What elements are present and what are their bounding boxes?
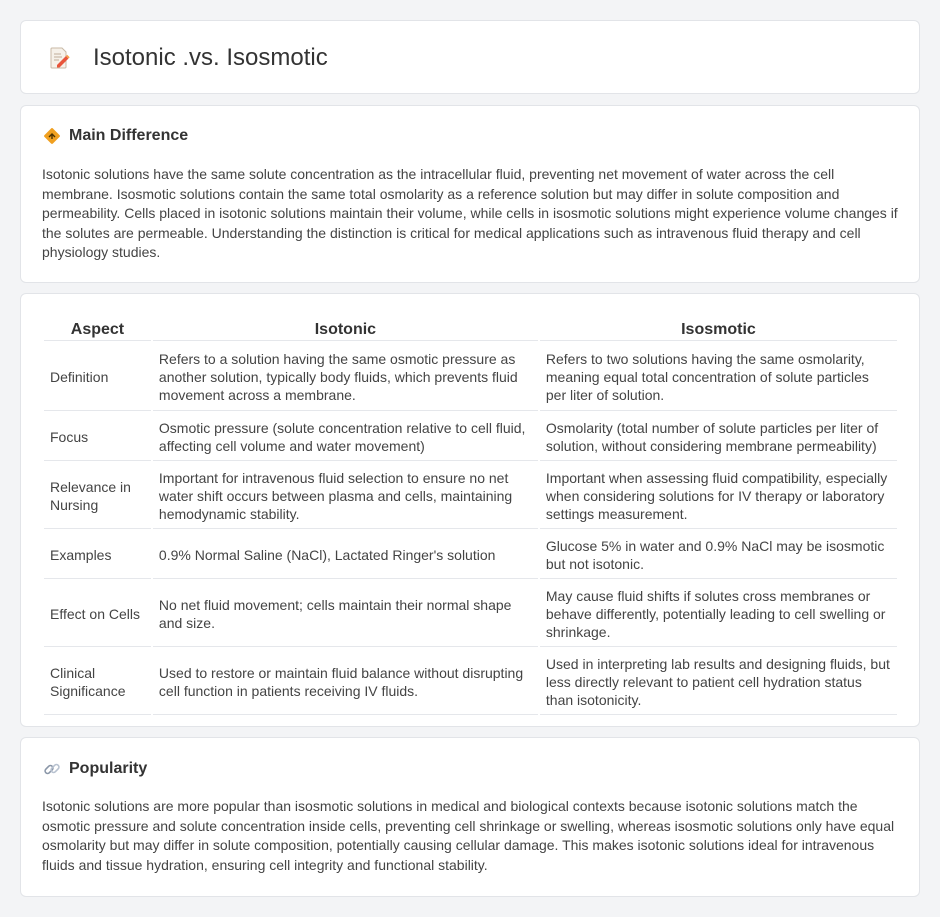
isotonic-cell: No net fluid movement; cells maintain their normal shape and size. — [153, 581, 538, 647]
isosmotic-cell: Refers to two solutions having the same osmolarity, meaning equal total concentration of solute particles per liter of solution. — [540, 343, 897, 411]
isotonic-cell: Osmotic pressure (solute concentration relative to cell fluid, affecting cell volume and water movement) — [153, 413, 538, 461]
main-difference-card — [20, 105, 920, 283]
main-difference-text: Isotonic solutions have the same solute concentration as the intracellular fluid, preventing net movement of water across the cell membrane. Isosmotic solutions contain the same total osmolarity as a reference solution but may differ in solute composition and permeability. Cells placed in isotonic solutions maintain their volume, while cells in isosmotic solutions might experience volume changes if the solutes are permeable. Understanding the distinction is critical for medical applications such as intravenous fluid therapy and cell physiology studies. — [42, 166, 898, 261]
isosmotic-cell: May cause fluid shifts if solutes cross membranes or behave differently, potentially leading to cell swelling or shrinkage. — [540, 581, 897, 647]
table-row — [44, 463, 897, 529]
comparison-card — [20, 293, 920, 727]
comparison-table — [42, 315, 899, 717]
popularity-text: Isotonic solutions are more popular than isosmotic solutions in medical and biological contexts because isotonic solutions match the osmotic pressure and solute concentration inside cells, preventing cell shrinkage or swelling, whereas isosmotic solutions only have equal osmolarity but may differ in solute composition, potentially causing cellular damage. This makes isotonic solutions ideal for intravenous fluids and tissue hydration, ensuring cell integrity and functional stability. — [42, 798, 895, 873]
header-isotonic: Isotonic — [153, 317, 538, 341]
road-sign-icon — [43, 127, 61, 145]
isosmotic-cell: Important when assessing fluid compatibility, especially when considering solutions for IV therapy or laboratory settings measurement. — [540, 463, 897, 529]
isotonic-cell: Used to restore or maintain fluid balance without disrupting cell function in patients receiving IV fluids. — [153, 649, 538, 715]
aspect-cell: Relevance in Nursing — [44, 463, 151, 529]
isotonic-cell: Refers to a solution having the same osmotic pressure as another solution, typically body fluids, which prevents fluid movement across a membrane. — [153, 343, 538, 411]
title-card — [20, 20, 920, 94]
link-icon — [43, 760, 61, 778]
aspect-cell: Examples — [44, 531, 151, 579]
popularity-card — [20, 737, 920, 897]
main-difference-heading — [43, 127, 188, 145]
aspect-cell: Focus — [44, 413, 151, 461]
page-title: Isotonic .vs. Isosmotic — [93, 44, 328, 71]
isosmotic-cell: Osmolarity (total number of solute particles per liter of solution, without considering membrane permeability) — [540, 413, 897, 461]
isotonic-cell: Important for intravenous fluid selection to ensure no net water shift occurs between plasma and cells, maintaining hemodynamic stability. — [153, 463, 538, 529]
table-row — [44, 531, 897, 579]
isotonic-cell: 0.9% Normal Saline (NaCl), Lactated Ringer's solution — [153, 531, 538, 579]
aspect-cell: Clinical Significance — [44, 649, 151, 715]
header-isosmotic: Isosmotic — [540, 317, 897, 341]
header-aspect: Aspect — [44, 317, 151, 341]
table-row — [44, 649, 897, 715]
main-difference-title: Main Difference — [69, 127, 189, 144]
isosmotic-cell: Glucose 5% in water and 0.9% NaCl may be isosmotic but not isotonic. — [540, 531, 897, 579]
table-header-row — [44, 317, 897, 341]
aspect-cell: Effect on Cells — [44, 581, 151, 647]
document-pencil-icon — [47, 46, 71, 70]
table-row — [44, 581, 897, 647]
popularity-heading — [43, 760, 147, 778]
table-row — [44, 343, 897, 411]
popularity-title: Popularity — [69, 760, 148, 777]
aspect-cell: Definition — [44, 343, 151, 411]
isosmotic-cell: Used in interpreting lab results and designing fluids, but less directly relevant to patient cell hydration status than isotonicity. — [540, 649, 897, 715]
table-row — [44, 413, 897, 461]
